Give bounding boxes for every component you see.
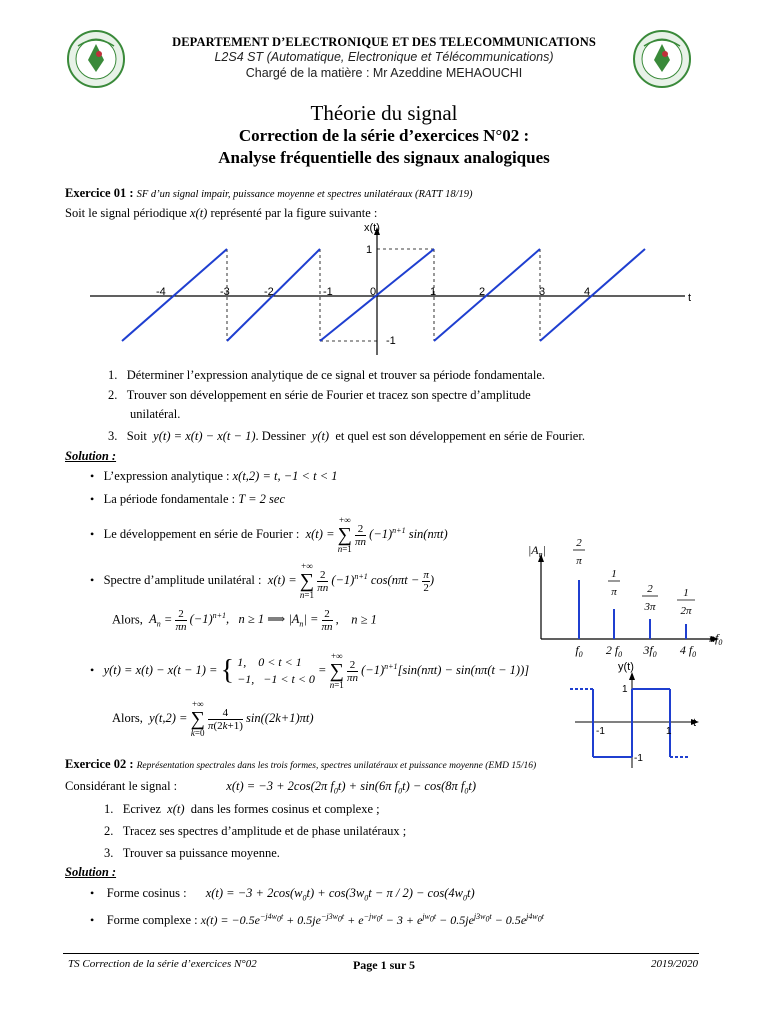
xtick-m1: -1 <box>323 286 333 298</box>
solution1-heading: Solution : <box>65 449 117 463</box>
svg-text:π: π <box>576 555 582 567</box>
ex2-q2: 2. Tracez ses spectres d’amplitude et de phase unilatéraux ; <box>104 824 407 838</box>
sol2-complex-form: • Forme complexe : $x(t) = -0.5e^{-j4w_0t} + 0.5je^{-j3w_0t} + e^{-jw_0t} - 3 + e^{jw_0t} - 0.5je^{j3w_0t} - 0.5e^{j4w_0t}$ <box>90 912 544 927</box>
square-wave-plot <box>570 658 710 768</box>
plot-x-label: t <box>688 292 692 304</box>
spectrum-value-1-num: 2 <box>576 537 582 549</box>
spectrum-x-label: $nf_0$ <box>709 631 723 647</box>
department-title: DEPARTEMENT D’ELECTRONIQUE ET DES TELECOMMUNICATIONS <box>172 35 596 49</box>
xtick-3: 3 <box>539 286 546 298</box>
xtick-4: 4 <box>584 286 591 298</box>
ex2-q3: 3. Trouver sa puissance moyenne. <box>104 846 280 860</box>
ex1-q1: 1. Déterminer l’expression analytique de ce signal et trouver sa période fondamentale. <box>108 368 545 382</box>
exercise1-heading: Exercice 01 : SF d’un signal impair, puissance moyenne et spectres unilatéraux (RATT 18/19) <box>65 186 473 200</box>
svg-text:2π: 2π <box>680 605 692 617</box>
spectrum-y-label: $|A_n|$ <box>528 543 546 559</box>
square-wave-signal <box>570 689 688 757</box>
ex1-q2: 2. Trouver son développement en série de Fourier et tracez son spectre d’amplitude <box>108 388 531 402</box>
footer-left: TS Correction de la série d’exercices N°02 <box>68 958 257 970</box>
svg-text:3π: 3π <box>644 601 656 613</box>
y-plot-value-m1: -1 <box>634 753 643 764</box>
xtick-0: 0 <box>370 286 377 298</box>
y-plot-y-label: y(t) <box>618 661 634 673</box>
sol1-item-period: • La période fondamentale : T = 2 sec <box>90 492 285 506</box>
spectrum-xtick-3f0: $3f_0$ <box>643 643 657 659</box>
ex2-q1: 1. Ecrivez x(t) dans les formes cosinus et complexe ; <box>104 802 380 816</box>
amplitude-spectrum-plot <box>525 532 765 662</box>
doc-subtitle-1: Correction de la série d’exercices N°02 : <box>238 126 530 145</box>
footer-rule <box>63 953 699 954</box>
sol2-cosine-form: • Forme cosinus : $x(t) = -3 + 2\cos(w_0t) + \cos(3w_0t - \pi / 2) - \cos(4w_0t)$ <box>90 886 475 903</box>
sol1-amplitude: Alors, $A_n$ = $\frac{2}{\pi n}$ $(-1)^{n+1}$, n ≥ 1 ⟹ $|A_n|$ = $\frac{2}{\pi n}$ , n ≥ 1 <box>112 608 377 633</box>
doc-title: Théorie du signal <box>310 101 458 125</box>
xtick-m3: -3 <box>220 286 230 298</box>
xtick-1: 1 <box>430 286 437 298</box>
ex1-q2-cont: unilatéral. <box>130 407 181 421</box>
y-plot-tick-1: 1 <box>666 726 672 737</box>
spectrum-value-3-num: 2 <box>647 583 653 595</box>
y-plot-tick-m1: -1 <box>596 726 605 737</box>
sawtooth-signal-plot <box>80 215 710 355</box>
sol1-item-fourier-series: • Le développement en série de Fourier : x(t) = +∞ ∑ n=1 $\frac{2}{\pi n}$ $(-1)^{n+1}$ sin(nπt) <box>90 515 448 554</box>
svg-text:π: π <box>611 586 617 598</box>
spectrum-value-4-num: 1 <box>683 587 689 599</box>
sawtooth-signal <box>122 249 645 341</box>
xtick-m2: -2 <box>264 286 274 298</box>
ytick-m1: -1 <box>386 335 396 347</box>
sol1-y-series: Alors, y(t,2) = +∞ ∑ k=0 $\frac{4}{\pi(2k+1)}$ sin((2k+1)πt) <box>112 699 314 738</box>
exercise2-heading: Exercice 02 : Représentation spectrales dans les trois formes, spectres unilatéraux et puissance moyenne (EMD 15/16) <box>65 757 537 771</box>
footer-year: 2019/2020 <box>650 958 698 970</box>
y-plot-value-1: 1 <box>622 684 628 695</box>
program-line: L2S4 ST (Automatique, Electronique et Télécommunications) <box>214 50 554 64</box>
xtick-2: 2 <box>479 286 486 298</box>
solution2-heading: Solution : <box>65 865 117 879</box>
ex1-q3: 3. Soit y(t) = x(t) − x(t − 1). Dessiner y(t) et quel est son développement en série de Fourier. <box>108 429 585 443</box>
spectrum-value-2-num: 1 <box>611 568 617 580</box>
ytick-1: 1 <box>366 244 373 256</box>
footer-page-number: Page 1 sur 5 <box>352 958 416 972</box>
teacher-line: Chargé de la matière : Mr Azeddine MEHAOUCHI <box>245 66 523 80</box>
plot-y-label: x(t) <box>364 222 380 234</box>
sol1-item-expression: • L’expression analytique : x(t,2) = t, −1 < t < 1 <box>90 469 338 483</box>
doc-subtitle-2: Analyse fréquentielle des signaux analogiques <box>218 148 550 167</box>
xtick-m4: -4 <box>156 286 166 298</box>
spectrum-xtick-4f0: 4 $f_0$ <box>679 643 697 659</box>
sol1-item-y-signal: • y(t) = x(t) − x(t − 1) = { 1, 0 < t < 1 −1, −1 < t < 0 = +∞ ∑ n=1 $\frac{2}{\pi n}$ $(-1)^{n+1}[\sin(n\pi t) - \sin(n\pi(t - 1))]$ <box>90 651 530 690</box>
exercise1-intro: Soit le signal périodique x(t) représenté par la figure suivante : <box>65 206 378 220</box>
spectrum-xtick-2f0: 2 $f_0$ <box>605 643 623 659</box>
exercise2-signal: Considérant le signal : x(t) = −3 + 2cos(2π $f_0t) + \sin(6\pi$ $f_0t) - \cos(8\pi$ $f_0t$) <box>65 779 477 796</box>
y-plot-x-label: t <box>693 717 697 729</box>
sol1-item-spectrum: • Spectre d’amplitude unilatéral : x(t) = +∞ ∑ n=1 $\frac{2}{\pi n}$ $(-1)^{n+1}$ cos(nπt − $\frac{\pi}{2}$ ) <box>90 561 435 600</box>
spectrum-xtick-f0: $f_0$ <box>575 643 583 659</box>
